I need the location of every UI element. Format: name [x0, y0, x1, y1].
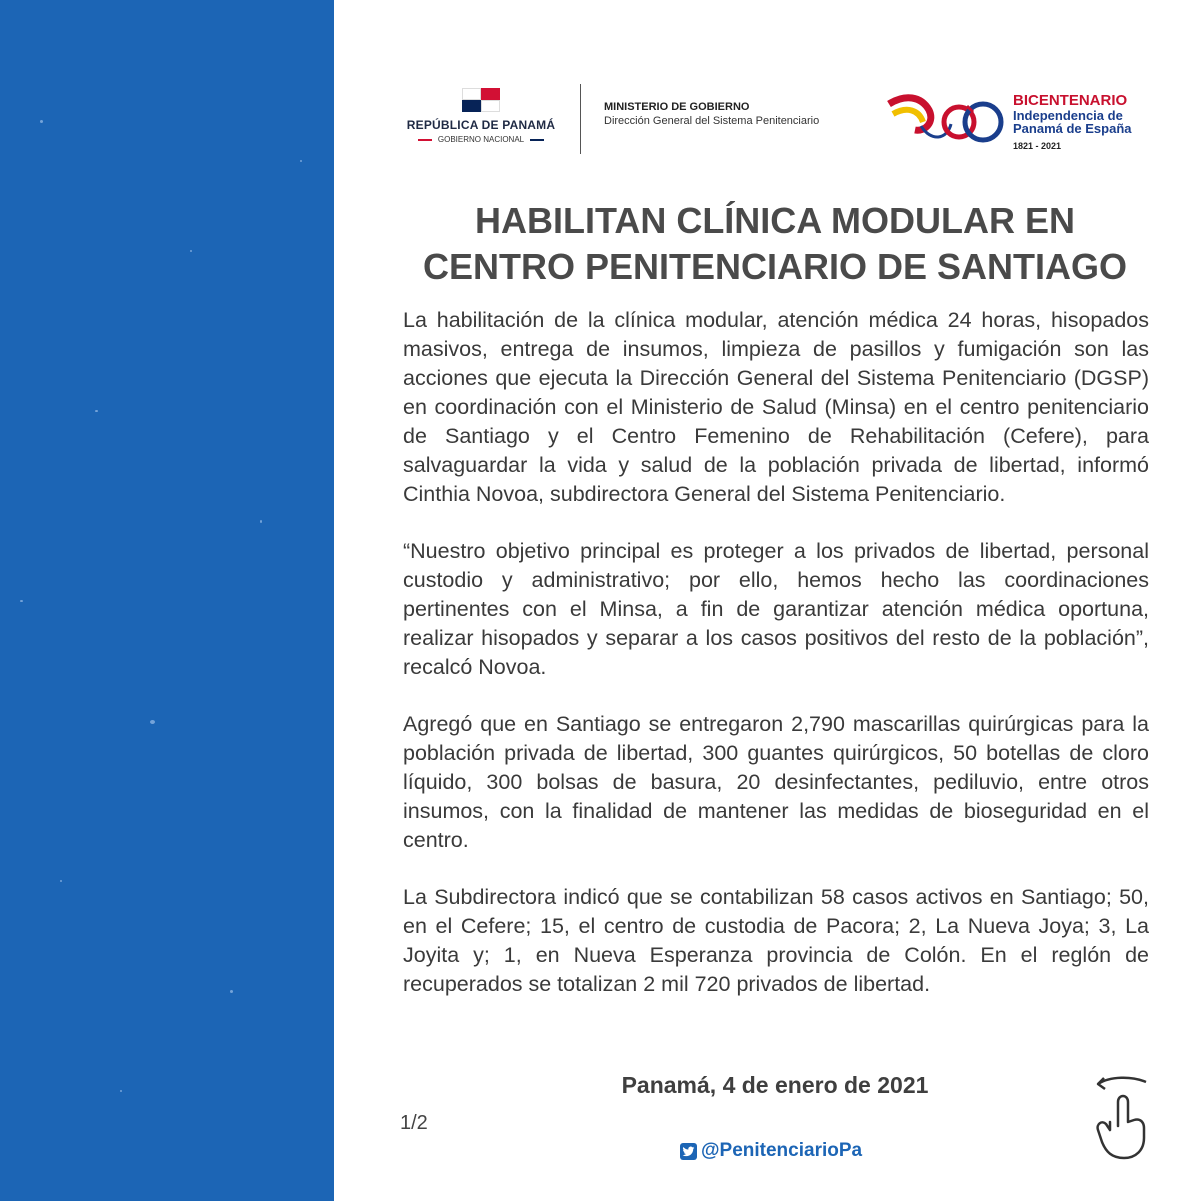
decorative-blue-panel [0, 0, 334, 1201]
republica-panama-logo [392, 88, 570, 154]
article-body [403, 306, 1149, 1027]
republic-name: REPÚBLICA DE PANAMÁ [406, 118, 556, 132]
bicentennial-emblem-icon [885, 90, 1013, 150]
twitter-handle-link[interactable] [680, 1140, 862, 1162]
bicentennial-text: BICENTENARIO Independencia de Panamá de España 1821 - 2021 [1013, 92, 1132, 152]
paragraph: Agregó que en Santiago se entregaron 2,790 mascarillas quirúrgicas para la población privada de libertad, 300 guantes quirúrgicos, 50 botellas de cloro líquido, 300 bolsas de basura, 20 desinfectantes, pediluvio, entre otros insumos, con la finalidad de mantener las medidas de bioseguridad en el centro. [403, 712, 1149, 852]
twitter-icon [680, 1143, 697, 1160]
page-indicator: 1/2 [400, 1112, 428, 1134]
article-date: Panamá, 4 de enero de 2021 [621, 1072, 929, 1098]
swipe-hand-icon[interactable] [1090, 1072, 1152, 1162]
article-title: HABILITAN CLÍNICA MODULAR EN CENTRO PENITENCIARIO DE SANTIAGO [422, 200, 1128, 287]
ministry-subtitle: Dirección General del Sistema Penitenciario [604, 115, 820, 127]
ministry-block [604, 101, 819, 127]
panama-flag-icon [462, 88, 500, 112]
government-label: GOBIERNO NACIONAL [437, 135, 525, 144]
ministry-title: MINISTERIO DE GOBIERNO [604, 101, 750, 113]
paragraph: La Subdirectora indicó que se contabilizan 58 casos activos en Santiago; 50, en el Cefere; 15, el centro de custodia de Pacora; 2, La Nueva Joya; 3, La Joyita y; 1, en Nueva Esperanza provincia de Colón. En el reglón de recuperados se totalizan 2 mil 720 privados de libertad. [403, 885, 1149, 996]
paragraph: La habilitación de la clínica modular, atención médica 24 horas, hisopados masivos, entrega de insumos, limpieza de pasillos y fumigación son las acciones que ejecuta la Dirección General del Sistema Penitenciario (DGSP) en coordinación con el Ministerio de Salud (Minsa) en el centro penitenciario de Santiago y el Centro Femenino de Rehabilitación (Cefere), para salvaguardar la vida y salud de la población privada de libertad, informó Cinthia Novoa, subdirectora General del Sistema Penitenciario. [403, 308, 1149, 506]
header-divider [580, 84, 581, 154]
paragraph: “Nuestro objetivo principal es proteger a los privados de libertad, personal custodio y administrativo; por ello, hemos hecho las coordinaciones pertinentes con el Minsa, a fin de garantizar atención médica oportuna, realizar hisopados y separar a los casos positivos del resto de la población”, recalcó Novoa. [403, 539, 1149, 679]
twitter-handle-text: @PenitenciarioPa [701, 1140, 863, 1161]
